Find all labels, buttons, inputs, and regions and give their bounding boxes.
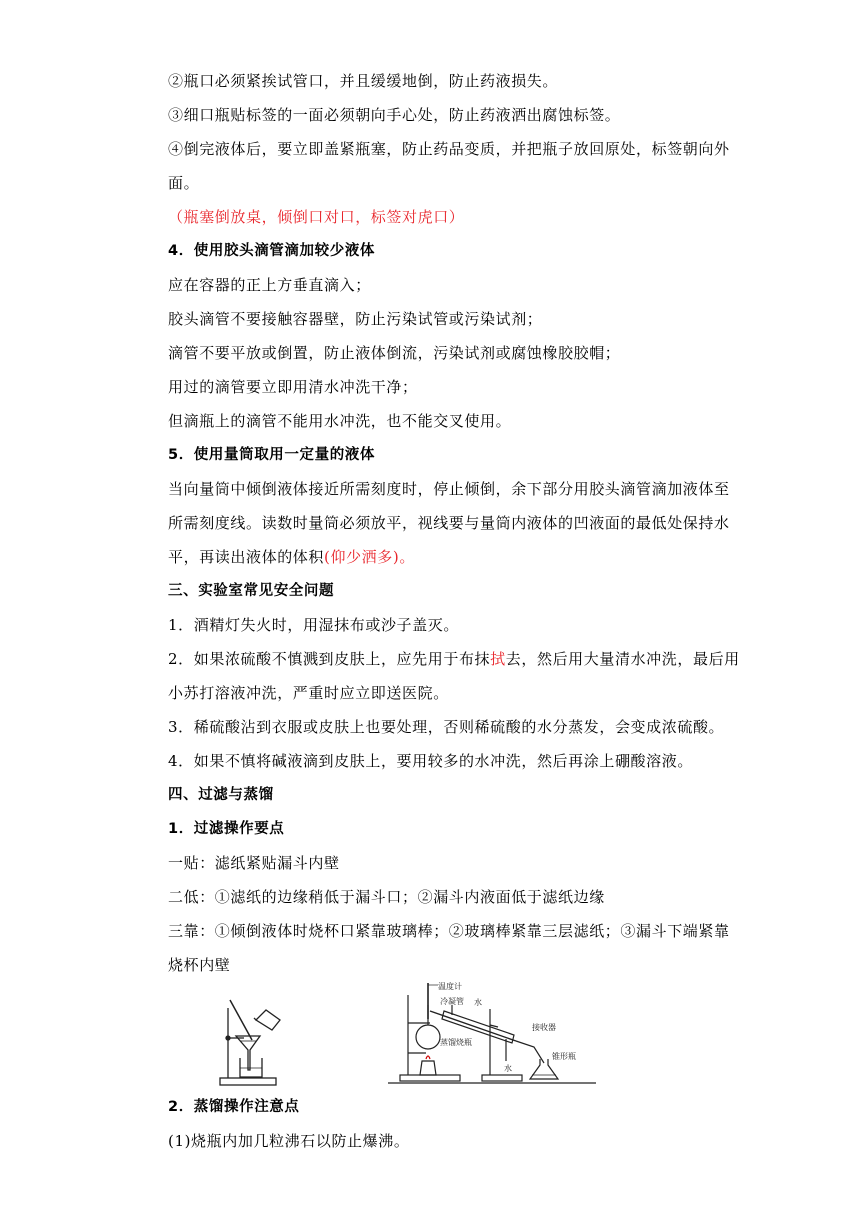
label-thermometer: 温度计 xyxy=(438,982,462,991)
section-heading: 四、过滤与蒸馏 xyxy=(168,787,274,803)
label-distilling-flask: 蒸馏烧瓶 xyxy=(440,1038,472,1047)
text-line: 1．酒精灯失火时，用湿抹布或沙子盖灭。 xyxy=(168,616,459,634)
text-line: 一贴：滤纸紧贴漏斗内壁 xyxy=(168,854,340,872)
text-line: 应在容器的正上方垂直滴入； xyxy=(168,276,371,294)
text-line: (1)烧瓶内加几粒沸石以防止爆沸。 xyxy=(168,1132,410,1150)
text-span: 去，然后用大量清水冲洗，最后用 xyxy=(505,650,740,668)
label-water-in: 水 xyxy=(474,998,482,1007)
text-span: 平，再读出液体的体积 xyxy=(168,548,325,566)
text-line: 小苏打溶液冲洗，严重时应立即送医院。 xyxy=(168,684,449,702)
filtration-apparatus-illustration xyxy=(210,998,290,1090)
text-line: 当向量筒中倾倒液体接近所需刻度时，停止倾倒，余下部分用胶头滴管滴加液体至 xyxy=(168,480,730,498)
text-line: 用过的滴管要立即用清水冲洗干净； xyxy=(168,378,418,396)
mnemonic-note: （瓶塞倒放桌，倾倒口对口，标签对虎口） xyxy=(168,208,465,226)
mnemonic-inline: (仰少洒多)。 xyxy=(324,548,415,566)
label-water-out: 水 xyxy=(504,1064,512,1073)
text-line xyxy=(168,649,740,669)
label-receiver: 接收器 xyxy=(532,1023,556,1032)
section-heading: 5．使用量筒取用一定量的液体 xyxy=(168,447,375,463)
text-line: 但滴瓶上的滴管不能用水冲洗，也不能交叉使用。 xyxy=(168,412,512,430)
text-line: 三靠：①倾倒液体时烧杯口紧靠玻璃棒；②玻璃棒紧靠三层滤纸；③漏斗下端紧靠 xyxy=(168,922,730,940)
text-line: 二低：①滤纸的边缘稍低于漏斗口；②漏斗内液面低于滤纸边缘 xyxy=(168,888,605,906)
section-heading: 2．蒸馏操作注意点 xyxy=(168,1099,300,1115)
label-condenser: 冷凝管 xyxy=(440,997,464,1006)
highlight-char: 拭 xyxy=(490,650,506,668)
text-line: ②瓶口必须紧挨试管口，并且缓缓地倒，防止药液损失。 xyxy=(168,72,559,90)
section-heading: 4．使用胶头滴管滴加较少液体 xyxy=(168,243,375,259)
text-line: 4．如果不慎将碱液滴到皮肤上，要用较多的水冲洗，然后再涂上硼酸溶液。 xyxy=(168,752,693,770)
text-line: ④倒完液体后，要立即盖紧瓶塞，防止药品变质，并把瓶子放回原处，标签朝向外 xyxy=(168,140,730,158)
text-span: 2．如果浓硫酸不慎溅到皮肤上，应先用于布抹 xyxy=(168,650,491,668)
text-line: 滴管不要平放或倒置，防止液体倒流，污染试剂或腐蚀橡胶胶帽； xyxy=(168,344,621,362)
text-line: 所需刻度线。读数时量筒必须放平，视线要与量筒内液体的凹液面的最低处保持水 xyxy=(168,514,730,532)
text-line xyxy=(168,547,415,567)
distillation-apparatus-illustration xyxy=(386,975,598,1087)
text-line: 胶头滴管不要接触容器壁，防止污染试管或污染试剂； xyxy=(168,310,543,328)
text-line: 面。 xyxy=(168,174,200,192)
section-heading: 三、实验室常见安全问题 xyxy=(168,583,335,599)
text-line: ③细口瓶贴标签的一面必须朝向手心处，防止药液洒出腐蚀标签。 xyxy=(168,106,621,124)
text-line: 3．稀硫酸沾到衣服或皮肤上也要处理，否则稀硫酸的水分蒸发，会变成浓硫酸。 xyxy=(168,718,725,736)
label-conical-flask: 锥形瓶 xyxy=(552,1052,576,1061)
text-line: 烧杯内壁 xyxy=(168,956,231,974)
section-heading: 1．过滤操作要点 xyxy=(168,821,285,837)
